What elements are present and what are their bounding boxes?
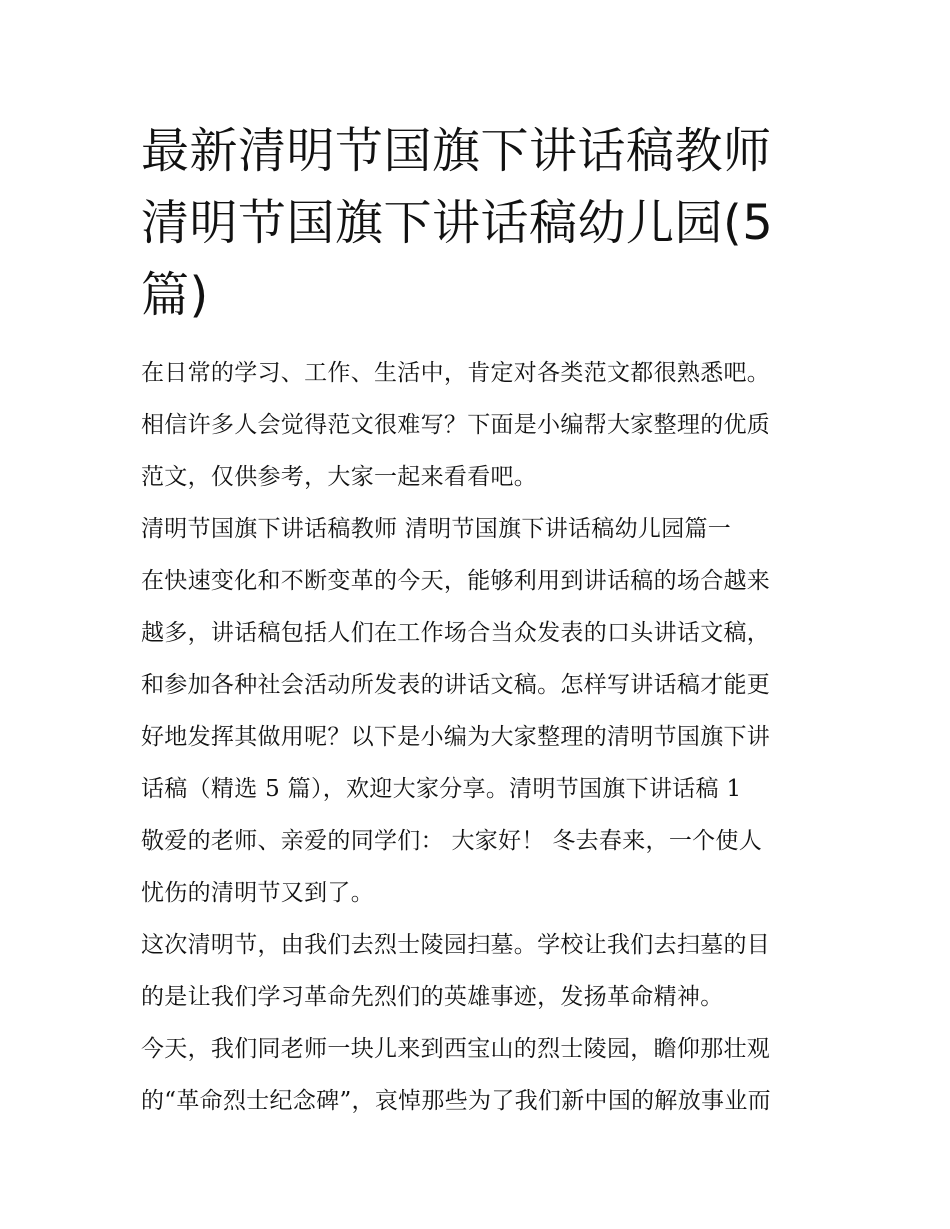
text-line: 越多，讲话稿包括人们在工作场合当众发表的口头讲话文稿， (141, 620, 771, 646)
text-line: 今天，我们同老师一块儿来到西宝山的烈士陵园，瞻仰那壮观 (141, 1036, 771, 1062)
text-line: 忧伤的清明节又到了。 (141, 880, 374, 906)
text-line: 范文，仅供参考，大家一起来看看吧。 (141, 464, 538, 490)
text-line: 在日常的学习、工作、生活中，肯定对各类范文都很熟悉吧。 (141, 360, 771, 386)
text-line: 的是让我们学习革命先烈们的英雄事迹，发扬革命精神。 (141, 984, 724, 1010)
text-line: 在快速变化和不断变革的今天，能够利用到讲话稿的场合越来 (141, 568, 771, 594)
section-heading (141, 503, 821, 555)
text-line: 好地发挥其做用呢？以下是小编为大家整理的清明节国旗下讲 (141, 724, 771, 750)
text-line: 话稿（精选 5 篇），欢迎大家分享。清明节国旗下讲话稿 1 (141, 776, 742, 802)
text-line: 敬爱的老师、亲爱的同学们： 大家好！ 冬去春来，一个使人 (141, 828, 763, 854)
title-line: 清明节国旗下讲话稿幼儿园(5 (141, 195, 774, 251)
text-line: 这次清明节，由我们去烈士陵园扫墓。学校让我们去扫墓的目 (141, 932, 771, 958)
text-line: 和参加各种社会活动所发表的讲话文稿。怎样写讲话稿才能更 (141, 672, 771, 698)
text-line: 的“革命烈士纪念碑”，哀悼那些为了我们新中国的解放事业而 (141, 1088, 771, 1114)
body-paragraph (141, 1023, 821, 1127)
document-page (141, 115, 821, 1127)
intro-paragraph (141, 347, 821, 503)
document-title (141, 115, 821, 331)
greeting-paragraph (141, 815, 821, 919)
text-line: 清明节国旗下讲话稿教师 清明节国旗下讲话稿幼儿园篇一 (141, 516, 732, 542)
title-line: 篇) (141, 267, 209, 323)
title-line: 最新清明节国旗下讲话稿教师 (141, 123, 772, 179)
body-paragraph (141, 555, 821, 815)
text-line: 相信许多人会觉得范文很难写？下面是小编帮大家整理的优质 (141, 412, 771, 438)
body-paragraph (141, 919, 821, 1023)
